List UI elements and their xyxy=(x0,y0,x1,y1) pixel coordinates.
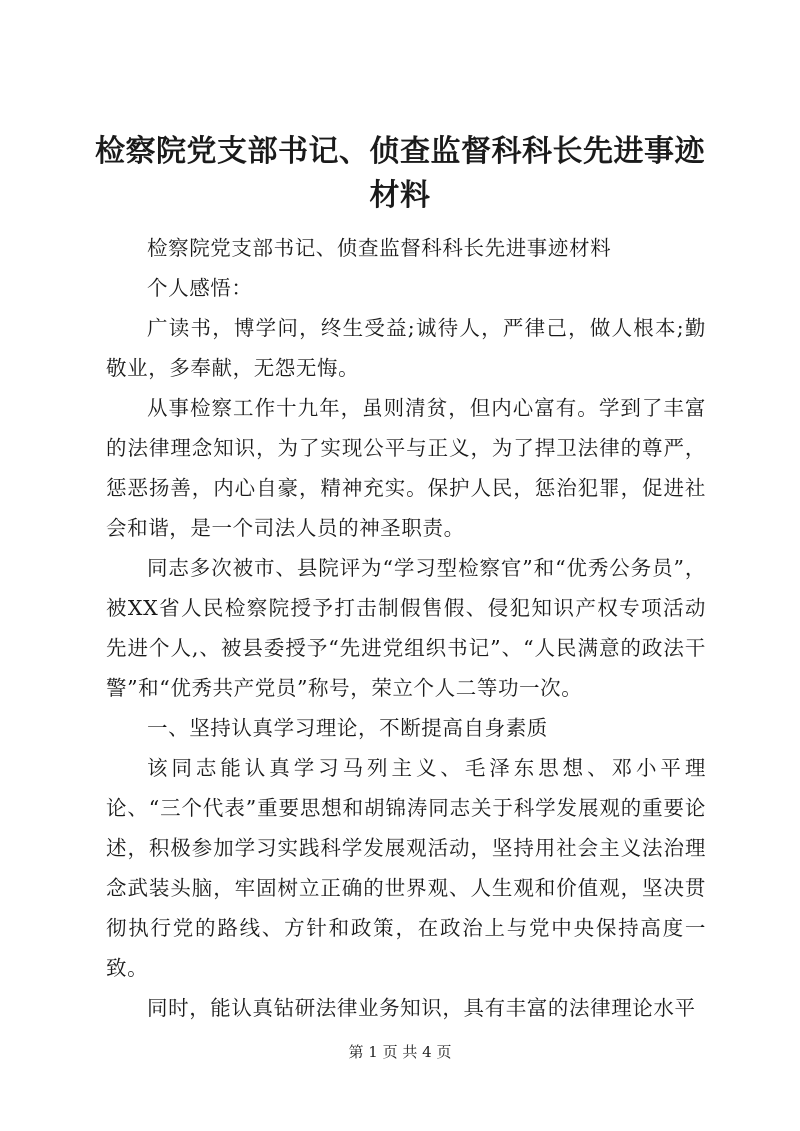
document-title: 检察院党支部书记、侦查监督科科长先进事迹材料 xyxy=(95,134,705,213)
paragraph-theory-study: 该同志能认真学习马列主义、毛泽东思想、邓小平理论、“三个代表”重要思想和胡锦涛同志关于科学发展观的重要论述，积极参加学习实践科学发展观活动，坚持用社会主义法治理念武装头脑，牢固树立正确的世界观、人生观和价值观，坚决贯彻执行党的路线、方针和政策，在政治上与党中央保持高度一致。 xyxy=(106,756,706,980)
paragraph-subtitle: 检察院党支部书记、侦查监督科科长先进事迹材料 xyxy=(147,236,612,260)
paragraph-honors: 同志多次被市、县院评为“学习型检察官”和“优秀公务员”，被XX省人民检察院授予打击制假售假、侵犯知识产权专项活动先进个人,、被县委授予“先进党组织书记”、“人民满意的政法干警”和“优秀共产党员”称号，荣立个人二等功一次。 xyxy=(106,556,706,700)
paragraph-motto: 广读书，博学问，终生受益;诚待人，严律己，做人根本;勤敬业，多奉献，无怨无悔。 xyxy=(106,316,706,380)
paragraph-legal-study: 同时，能认真钻研法律业务知识，具有丰富的法律理论水平 xyxy=(147,996,696,1020)
page-number-footer: 第 1 页 共 4 页 xyxy=(348,1043,452,1061)
document-body xyxy=(106,228,706,1028)
section-heading-study-theory: 一、坚持认真学习理论，不断提高自身素质 xyxy=(147,716,548,740)
paragraph-career: 从事检察工作十九年，虽则清贫，但内心富有。学到了丰富的法律理念知识，为了实现公平与正义，为了捍卫法律的尊严，惩恶扬善，内心自豪，精神充实。保护人民，惩治犯罪，促进社会和谐，是一个司法人员的神圣职责。 xyxy=(106,396,706,540)
paragraph-heading-personal-insight: 个人感悟： xyxy=(147,276,253,300)
